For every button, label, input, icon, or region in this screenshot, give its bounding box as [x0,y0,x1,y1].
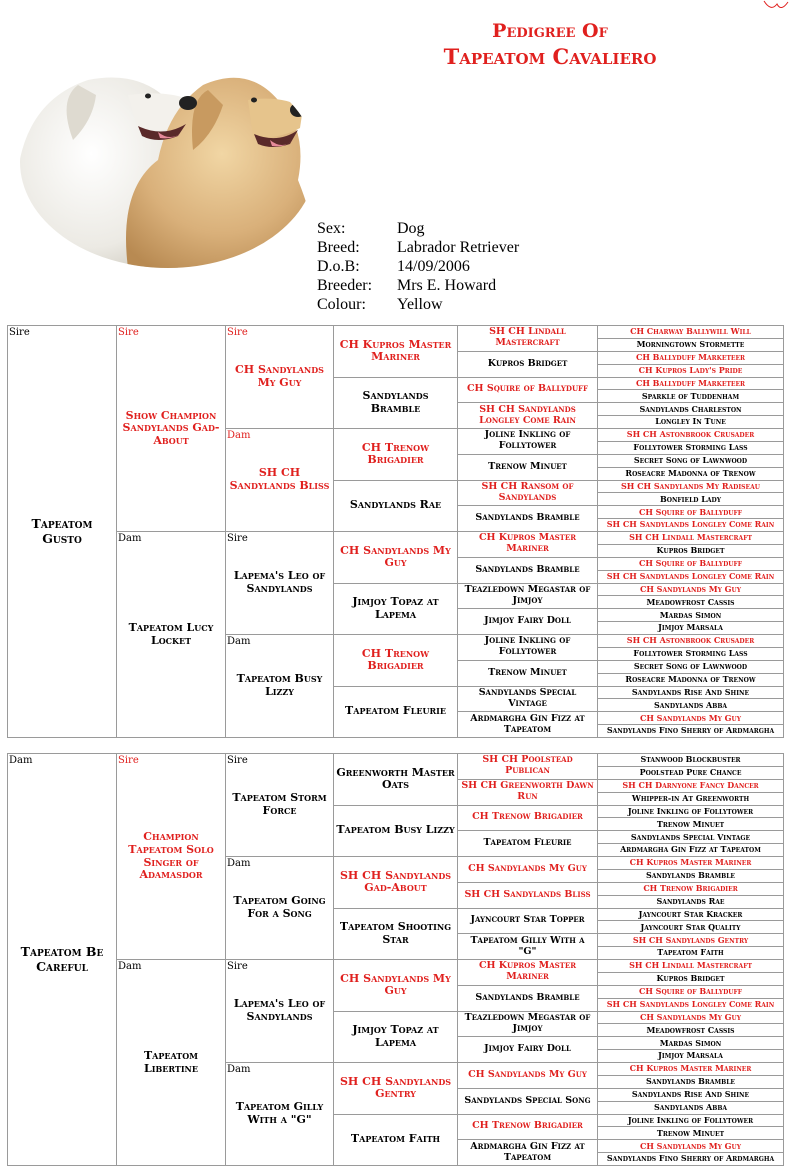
dog-name: Sandylands Bramble [646,870,735,881]
dog-name: SH CH Ransom of Sandylands [481,480,574,503]
dog-name: SH CH Sandylands Gentry [339,1074,452,1101]
parent-label: Dam [118,533,142,544]
gen6-cell [598,364,784,377]
dog-name: SH CH Sandylands My Radiseau [621,480,760,491]
parent-label: Dam [227,858,251,869]
dog-name: Trenow Minuet [488,460,567,472]
dog-name: Sandylands Abba [653,699,728,710]
gen2-cell [117,754,226,960]
gen6-cell [598,998,784,1011]
info-row-breeder [317,276,519,295]
dog-name: Tapeatom Be Careful [20,944,104,974]
dog-name: Tapeatom Gilly With a "G" [470,934,585,957]
dog-name: Jayncourt Star Kracker [638,908,743,919]
dog-name: SH CH Darnyone Fancy Dancer [622,780,759,791]
dog-name: Joline Inkling of Follytower [484,429,571,452]
dog-name: Tapeatom Faith [657,947,724,958]
gen6-cell [598,532,784,545]
gen4-cell [334,805,458,857]
parent-label: Sire [118,327,139,338]
parent-label: Dam [227,636,251,647]
dog-name: Secret Song of Lawnwood [633,455,748,466]
gen6-cell [598,596,784,609]
dog-name: Ardmargha Gin Fizz at Tapeatom [620,844,761,855]
dog-name: SH CH Greenworth Dawn Run [461,780,594,803]
dog-name: Sandylands Rise And Shine [631,686,750,697]
info-key: Breeder: [317,277,373,294]
parent-label: Sire [227,755,248,766]
dog-name: CH Sandylands My Guy [340,971,451,998]
dog-name: CH Squire of Ballyduff [638,558,743,569]
dog-name: CH Trenow Brigadier [361,440,430,467]
dog-name: SH CH Sandylands Bliss [464,888,591,900]
info-key: Sex: [317,220,346,237]
dog-name: SH CH Sandylands Longley Come Rain [479,403,576,426]
gen6-cell [598,947,784,960]
dog-name: Tapeatom Busy Lizzy [336,823,455,837]
gen2-cell [117,960,226,1166]
gen6-cell [598,441,784,454]
dog-name: Teazledown Megastar of Jimjoy [464,1011,591,1034]
dog-name: SH CH Lindall Mastercraft [629,532,752,543]
gen5-cell [458,686,598,712]
dog-name: Sandylands Bramble [646,1076,735,1087]
dog-name: CH Sandylands My Guy [639,712,742,723]
gen4-cell [334,480,458,532]
dog-name: Trenow Minuet [488,666,567,678]
dog-name: SH CH Sandylands Gad-About [339,868,452,895]
gen6-cell [598,686,784,699]
dog-name: Sandylands Special Song [464,1094,591,1106]
gen5-cell [458,882,598,908]
info-value: Yellow [397,296,443,313]
labrador-photo [18,40,318,268]
gen4-cell [334,960,458,1012]
dog-name: CH Sandylands My Guy [340,543,451,570]
gen3-cell [226,429,334,532]
gen4-cell [334,429,458,481]
gen5-cell [458,609,598,635]
info-row-dob [317,257,519,276]
dog-name: Tapeatom Going For a Song [233,894,326,920]
dog-name: Jayncourt Star Topper [470,914,585,926]
gen6-cell [598,985,784,998]
dog-name: Teazledown Megastar of Jimjoy [464,583,591,606]
gen6-cell [598,609,784,622]
gen4-cell [334,377,458,429]
gen5-cell [458,712,598,738]
info-key: D.o.B: [317,258,360,275]
gen5-cell [458,557,598,583]
dog-name: Trenow Minuet [656,818,725,829]
gen5-cell [458,1140,598,1166]
gen6-cell [598,1114,784,1127]
dog-name: Joline Inkling of Follytower [627,1114,754,1125]
dog-name: SH CH Poolstead Publican [482,754,573,777]
gen6-cell [598,557,784,570]
dog-name: CH Sandylands My Guy [639,1011,742,1022]
dog-name: CH Kupros Master Mariner [478,960,577,983]
dog-name: CH Kupros Master Mariner [629,857,752,868]
parent-label: Sire [227,327,248,338]
dog-name: CH Trenow Brigadier [643,883,738,894]
dog-name: Kupros Bridget [656,973,725,984]
dog-name: SH CH Astonbrook Crusader [626,635,755,646]
dog-name: CH Sandylands My Guy [235,363,324,389]
dog-name: Sandylands Charleston [639,403,742,414]
dog-name: Tapeatom Faith [350,1132,441,1146]
dog-name: Kupros Bridget [487,357,568,369]
dog-name: Greenworth Master Oats [336,765,455,792]
gen6-cell [598,1140,784,1153]
dog-name: CH Ballyduff Marketeer [635,377,746,388]
gen6-cell [598,583,784,596]
gen6-cell [598,1037,784,1050]
gen6-cell [598,635,784,648]
info-value: Dog [397,220,425,237]
gen6-cell [598,844,784,857]
dog-name: SH CH Sandylands Longley Come Rain [606,519,775,530]
dog-name: Tapeatom Fleurie [345,704,446,718]
dam-pedigree-table [7,753,784,1166]
sire-pedigree-table [7,325,784,738]
gen6-cell [598,429,784,442]
dog-name: Tapeatom Fleurie [483,837,572,849]
dog-name: Sandylands Rise And Shine [631,1089,750,1100]
dog-name: Mardas Simon [659,1037,722,1048]
dog-name: Joline Inkling of Follytower [627,805,754,816]
gen6-cell [598,506,784,519]
gen3-cell [226,532,334,635]
gen3-cell [226,754,334,857]
dog-name: CH Kupros Lady's Pride [638,364,743,375]
gen3-cell [226,326,334,429]
gen4-cell [334,754,458,806]
dog-name: CH Trenow Brigadier [361,646,430,673]
gen6-cell [598,480,784,493]
gen5-cell [458,532,598,558]
gen5-cell [458,908,598,934]
dog-name-title: Tapeatom Cavaliero [443,44,657,69]
parent-label: Sire [9,327,30,338]
dog-name: CH Trenow Brigadier [472,1120,583,1132]
gen5-cell [458,351,598,377]
gen5-cell [458,429,598,455]
info-row-sex [317,219,519,238]
dog-name: Tapeatom Busy Lizzy [236,672,323,698]
gen6-cell [598,570,784,583]
gen6-cell [598,934,784,947]
info-value: 14/09/2006 [397,258,470,275]
gen6-cell [598,857,784,870]
gen5-cell [458,454,598,480]
gen1-cell [8,326,117,738]
dog-name: Jimjoy Marsala [658,622,723,633]
gen6-cell [598,1101,784,1114]
gen6-cell [598,805,784,818]
dog-name: SH CH Lindall Mastercraft [629,960,752,971]
parent-label: Sire [227,961,248,972]
dog-name: Trenow Minuet [656,1127,725,1138]
gen4-cell [334,857,458,909]
dog-name: SH CH Sandylands Bliss [229,466,330,492]
dog-name: SH CH Sandylands Longley Come Rain [606,570,775,581]
dog-name: Sandylands Fino Sherry of Ardmargha [606,725,775,736]
dog-name: CH Kupros Master Mariner [339,337,452,364]
dog-info [317,219,519,314]
dog-name: Tapeatom Gilly With a "G" [235,1100,324,1126]
gen5-cell [458,831,598,857]
gen5-cell [458,779,598,805]
gen3-cell [226,857,334,960]
gen6-cell [598,766,784,779]
parent-label: Sire [227,533,248,544]
gen5-cell [458,754,598,780]
gen6-cell [598,1011,784,1024]
dog-name: Tapeatom Storm Force [232,791,327,817]
dog-name: Tapeatom Gusto [31,516,93,546]
gen6-cell [598,712,784,725]
dog-name: CH Kupros Master Mariner [478,532,577,555]
gen6-cell [598,519,784,532]
gen4-cell [334,1011,458,1063]
dog-name: Sparkle of Tuddenham [641,390,740,401]
parent-label: Sire [118,755,139,766]
gen6-cell [598,326,784,339]
dog-name: Lapema's Leo of Sandylands [233,997,326,1023]
dog-name: SH CH Lindall Mastercraft [489,326,566,349]
dog-name: Jimjoy Topaz at Lapema [352,1023,439,1049]
dog-name: Ardmargha Gin Fizz at Tapeatom [470,712,585,735]
gen5-cell [458,377,598,403]
pedigree-title: Pedigree Of [492,20,608,42]
gen4-cell [334,635,458,687]
gen6-cell [598,647,784,660]
gen6-cell [598,779,784,792]
dog-name: Sandylands Fino Sherry of Ardmargha [606,1153,775,1164]
gen5-cell [458,660,598,686]
dog-name: CH Sandylands My Guy [639,583,742,594]
gen6-cell [598,1024,784,1037]
dog-name: Joline Inkling of Follytower [484,635,571,658]
gen5-cell [458,635,598,661]
decorative-corner-icon [763,0,789,14]
gen6-cell [598,1063,784,1076]
gen5-cell [458,1011,598,1037]
gen2-cell [117,532,226,738]
gen6-cell [598,882,784,895]
gen3-cell [226,635,334,738]
gen6-cell [598,493,784,506]
gen5-cell [458,506,598,532]
gen6-cell [598,544,784,557]
gen4-cell [334,326,458,378]
dog-name: Jimjoy Topaz at Lapema [352,595,439,621]
gen4-cell [334,908,458,960]
gen6-cell [598,403,784,416]
dog-name: Sandylands Bramble [475,563,580,575]
gen4-cell [334,1114,458,1166]
dog-name: Sandylands Bramble [475,512,580,524]
dog-name: Sandylands Abba [653,1101,728,1112]
parent-label: Dam [227,430,251,441]
dog-name: Follytower Storming Lass [633,648,748,659]
gen4-cell [334,686,458,738]
gen6-cell [598,1050,784,1063]
dog-name: Show Champion Sandylands Gad-About [122,408,220,447]
gen6-cell [598,673,784,686]
gen2-cell [117,326,226,532]
dog-name: Sandylands Rae [656,895,725,906]
dog-name: CH Ballyduff Marketeer [635,352,746,363]
dog-name: Roseacre Madonna of Trenow [625,467,756,478]
gen5-cell [458,857,598,883]
gen5-cell [458,1037,598,1063]
gen1-cell [8,754,117,1166]
gen3-cell [226,960,334,1063]
gen5-cell [458,985,598,1011]
dog-name: Ardmargha Gin Fizz at Tapeatom [470,1140,585,1163]
gen6-cell [598,895,784,908]
gen3-cell [226,1063,334,1166]
gen6-cell [598,818,784,831]
gen6-cell [598,377,784,390]
gen6-cell [598,454,784,467]
dog-name: Tapeatom Libertine [143,1048,199,1075]
gen6-cell [598,338,784,351]
dog-name: Sandylands Bramble [362,389,429,415]
gen6-cell [598,699,784,712]
gen6-cell [598,972,784,985]
gen6-cell [598,1127,784,1140]
dog-name: Whipper-in At Greenworth [631,792,750,803]
dog-name: Poolstead Pure Chance [639,767,742,778]
gen4-cell [334,583,458,635]
info-value: Labrador Retriever [397,239,520,256]
gen6-cell [598,725,784,738]
gen5-cell [458,960,598,986]
dog-name: CH Sandylands My Guy [468,1068,587,1080]
dog-name: Roseacre Madonna of Trenow [625,673,756,684]
parent-label: Dam [227,1064,251,1075]
gen6-cell [598,1075,784,1088]
gen6-cell [598,792,784,805]
dog-name: CH Charway Ballywill Will [630,326,751,337]
dog-name: Sandylands Special Vintage [478,686,577,709]
dog-name: Longley In Tune [655,416,726,427]
dog-name: Meadowfrost Cassis [646,596,735,607]
info-row-breed [317,238,519,257]
dog-name: CH Squire of Ballyduff [467,383,588,395]
gen5-cell [458,1063,598,1089]
dog-name: Jayncourt Star Quality [640,921,741,932]
gen6-cell [598,660,784,673]
dog-name: Champion Tapeatom Solo Singer of Adamasdor [128,830,214,882]
dog-name: CH Trenow Brigadier [472,811,583,823]
info-key: Colour: [317,296,366,313]
gen5-cell [458,934,598,960]
dog-name: SH CH Sandylands Longley Come Rain [606,998,775,1009]
dog-name: Tapeatom Lucy Locket [128,620,214,647]
gen6-cell [598,467,784,480]
gen6-cell [598,921,784,934]
gen6-cell [598,351,784,364]
dog-name: Sandylands Bramble [475,991,580,1003]
gen5-cell [458,326,598,352]
info-row-colour [317,295,519,314]
dog-name: Lapema's Leo of Sandylands [233,569,326,595]
dog-name: SH CH Astonbrook Crusader [626,429,755,440]
dog-name: CH Squire of Ballyduff [638,506,743,517]
dog-name: Mardas Simon [659,609,722,620]
gen6-cell [598,622,784,635]
dog-name: CH Kupros Master Mariner [629,1063,752,1074]
gen4-cell [334,1063,458,1115]
gen6-cell [598,960,784,973]
dog-name: Jimjoy Fairy Doll [484,1043,571,1055]
gen5-cell [458,1114,598,1140]
parent-label: Dam [118,961,142,972]
dog-name: CH Sandylands My Guy [639,1140,742,1151]
parent-label: Dam [9,755,33,766]
gen5-cell [458,1088,598,1114]
dog-name: Bonfield Lady [659,493,722,504]
info-key: Breed: [317,239,360,256]
gen5-cell [458,403,598,429]
gen6-cell [598,416,784,429]
gen6-cell [598,1153,784,1166]
dog-name: Sandylands Special Vintage [630,831,751,842]
dog-name: CH Sandylands My Guy [468,862,587,874]
dog-name: Morningtown Stormette [636,339,745,350]
dog-name: Jimjoy Fairy Doll [484,615,571,627]
gen5-cell [458,805,598,831]
dog-name: Follytower Storming Lass [633,442,748,453]
dog-name: SH CH Sandylands Gentry [632,934,749,945]
gen4-cell [334,532,458,584]
dog-name: Tapeatom Shooting Star [339,920,452,946]
info-value: Mrs E. Howard [397,277,497,294]
gen5-cell [458,583,598,609]
dog-name: Secret Song of Lawnwood [633,661,748,672]
gen6-cell [598,831,784,844]
gen6-cell [598,390,784,403]
dog-name: Jimjoy Marsala [658,1050,723,1061]
gen6-cell [598,908,784,921]
dog-name: Kupros Bridget [656,545,725,556]
dog-name: Sandylands Rae [349,498,442,512]
dog-name: Stanwood Blockbuster [640,754,741,765]
gen6-cell [598,869,784,882]
gen6-cell [598,754,784,767]
dog-name: Meadowfrost Cassis [646,1024,735,1035]
dog-name: CH Squire of Ballyduff [638,986,743,997]
gen6-cell [598,1088,784,1101]
gen5-cell [458,480,598,506]
